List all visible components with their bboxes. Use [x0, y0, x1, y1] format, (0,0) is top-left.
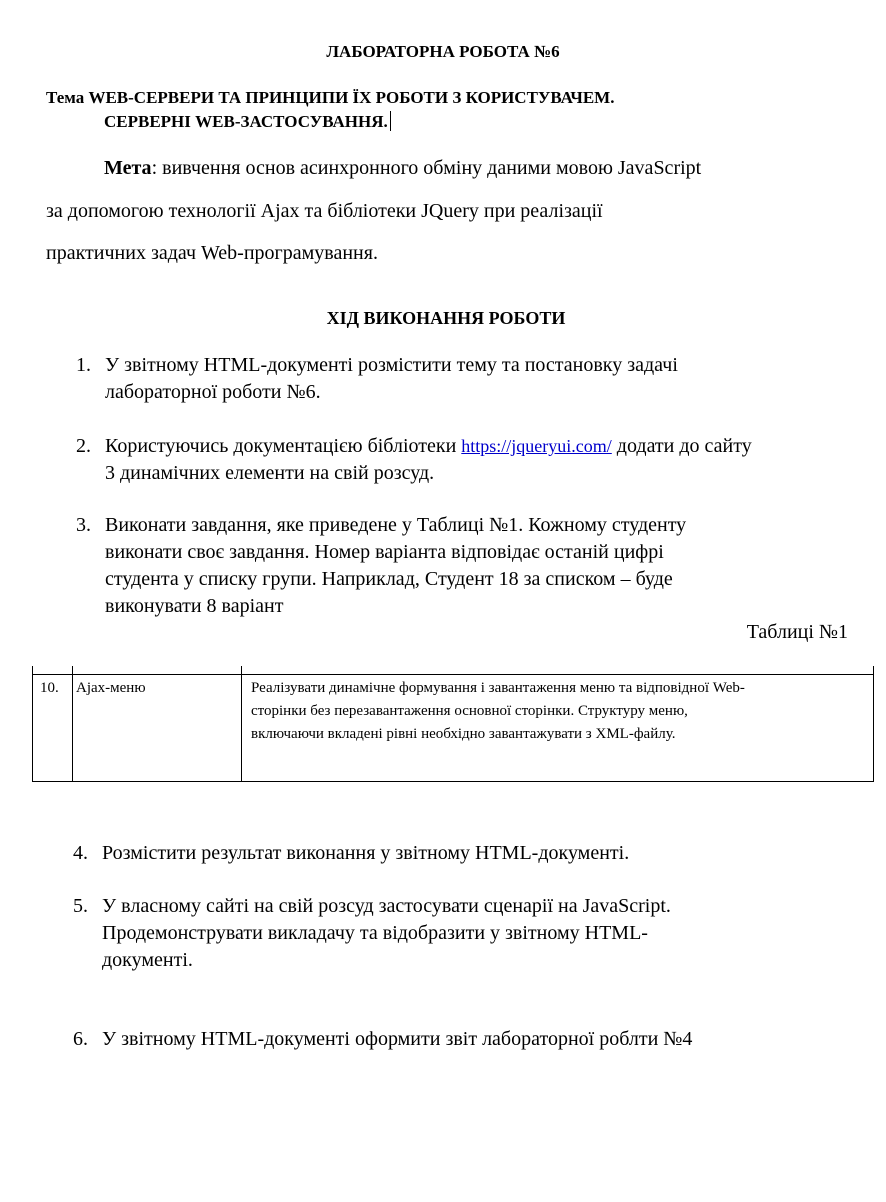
theme-line-1: Тема WEB-СЕРВЕРИ ТА ПРИНЦИПИ ЇХ РОБОТИ З КОРИСТУВАЧЕМ.	[46, 88, 615, 107]
list-item-text: виконати своє завдання. Номер варіанта відповідає останій цифрі	[105, 541, 664, 563]
list-item-text-before-link: Користуючись документацією бібліотеки	[105, 435, 462, 457]
goal-text-1: : вивчення основ асинхронного обміну даними мовою JavaScript	[151, 157, 702, 179]
list-item-text: студента у списку групи. Наприклад, Студент 18 за списком – буде	[105, 568, 673, 590]
list-item-text: Виконати завдання, яке приведене у Таблиці №1. Кожному студенту	[105, 514, 687, 536]
list-item-number: 6.	[73, 1028, 88, 1050]
goal-line-3: практичних задач Web-програмування.	[46, 242, 378, 264]
list-item-number: 4.	[73, 842, 88, 864]
list-item-text: 3 динамічних елементи на свій розсуд.	[105, 462, 435, 484]
list-item-text: лабораторної роботи №6.	[105, 381, 321, 403]
section-title: ХІД ВИКОНАННЯ РОБОТИ	[326, 308, 566, 328]
table-border-right	[873, 666, 874, 782]
table-cell-desc-line: включаючи вкладені рівні необхідно завантажувати з XML-файлу.	[251, 726, 676, 742]
table-caption: Таблиці №1	[746, 621, 848, 643]
table-cell-desc-line: Реалізувати динамічне формування і завантаження меню та відповідної Web-	[251, 680, 745, 696]
list-item-text	[105, 433, 752, 460]
list-item-number: 3.	[76, 514, 91, 536]
list-item-text: Продемонструвати викладачу та відобразити у звітному HTML-	[102, 922, 648, 944]
table-border-left	[32, 666, 33, 782]
variant-table	[32, 666, 874, 782]
list-item-number: 1.	[76, 354, 91, 376]
list-item-text: документі.	[102, 949, 193, 971]
list-item-text: У власному сайті на свій розсуд застосувати сценарії на JavaScript.	[102, 895, 671, 917]
list-item-text: У звітному HTML-документі розмістити тему та постановку задачі	[105, 354, 678, 376]
jqueryui-link[interactable]: https://jqueryui.com/	[461, 436, 612, 456]
text-cursor	[390, 111, 391, 131]
list-item-number: 2.	[76, 435, 91, 457]
list-item-text: У звітному HTML-документі оформити звіт лабораторної роблти №4	[102, 1028, 693, 1050]
table-cell-variant: 10.	[40, 680, 59, 696]
goal-label: Мета	[104, 157, 152, 179]
goal-line-1	[104, 157, 701, 180]
list-item-number: 5.	[73, 895, 88, 917]
table-divider-1	[72, 666, 73, 782]
theme-line-2-text: СЕРВЕРНІ WEB-ЗАСТОСУВАННЯ.	[104, 112, 388, 131]
table-border-bottom	[32, 781, 874, 782]
list-item-text-after-link: додати до сайту	[611, 435, 752, 457]
table-border-top	[32, 674, 874, 675]
table-divider-2	[241, 666, 242, 782]
table-cell-desc-line: сторінки без перезавантаження основної сторінки. Структуру меню,	[251, 703, 688, 719]
doc-title: ЛАБОРАТОРНА РОБОТА №6	[326, 42, 560, 61]
goal-line-2: за допомогою технології Ajax та бібліотеки JQuery при реалізації	[46, 200, 603, 222]
list-item-text: виконувати 8 варіант	[105, 595, 284, 617]
theme-line-2	[104, 111, 391, 132]
table-cell-name: Ajax-меню	[76, 680, 146, 696]
list-item-text: Розмістити результат виконання у звітному HTML-документі.	[102, 842, 630, 864]
